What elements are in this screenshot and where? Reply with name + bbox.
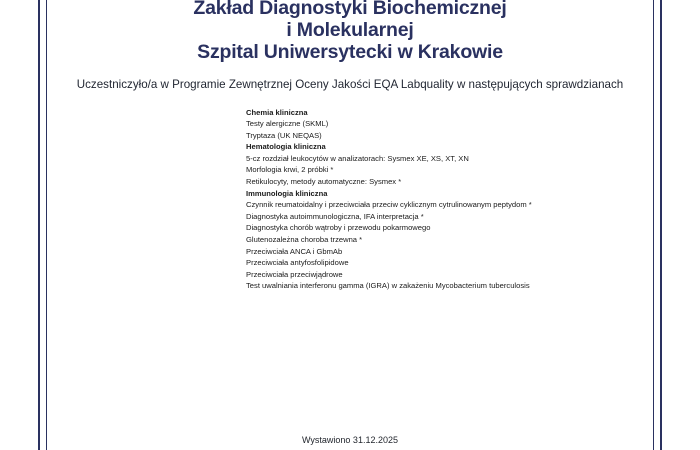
- test-section-heading: Chemia kliniczna: [246, 107, 308, 117]
- participation-statement: Uczestniczyło/a w Programie Zewnętrznej Oceny Jakości EQA Labquality w następujących sprawdzianach: [76, 78, 624, 91]
- test-list-item: 5-cz rozdział leukocytów w analizatorach: Sysmex XE, XS, XT, XN: [246, 153, 469, 163]
- organization-heading: [56, 0, 644, 63]
- test-list-item: Przeciwciała antyfosfolipidowe: [246, 258, 349, 268]
- certificate-content: [56, 0, 644, 450]
- test-list-item: Diagnostyka autoimmunologiczna, IFA interpretacja *: [246, 211, 424, 221]
- test-list-item: Morfologia krwi, 2 próbki *: [246, 165, 334, 175]
- frame-border-right-outer: [660, 0, 662, 450]
- organization-name-line-2: i Molekularnej: [286, 19, 414, 41]
- test-list-item: Retikulocyty, metody automatyczne: Sysmex *: [246, 177, 402, 187]
- test-list-item: Diagnostyka chorób wątroby i przewodu pokarmowego: [246, 223, 431, 233]
- frame-border-left-outer: [38, 0, 40, 450]
- test-list-item: Tryptaza (UK NEQAS): [246, 130, 322, 140]
- frame-border-left-inner: [46, 0, 47, 450]
- test-list: [56, 107, 644, 293]
- test-section-heading: Hematologia kliniczna: [246, 142, 326, 152]
- test-list-item: Przeciwciała przeciwjądrowe: [246, 269, 343, 279]
- test-list-item: Czynnik reumatoidalny i przeciwciała przeciw cyklicznym cytrulinowanym peptydom *: [246, 200, 532, 210]
- organization-name-line-3: Szpital Uniwersytecki w Krakowie: [197, 41, 503, 63]
- test-list-item: Glutenozależna choroba trzewna *: [246, 235, 363, 245]
- frame-border-right-inner: [653, 0, 654, 450]
- test-list-item: Testy alergiczne (SKML): [246, 119, 329, 129]
- test-list-item: Przeciwciała ANCA i GbmAb: [246, 246, 343, 256]
- test-list-item: Test uwalniania interferonu gamma (IGRA) w zakażeniu Mycobacterium tuberculosis: [246, 281, 530, 291]
- test-section-heading: Immunologia kliniczna: [246, 188, 328, 198]
- organization-name-line-1: Zakład Diagnostyki Biochemicznej: [193, 0, 507, 19]
- issue-date: Wystawiono 31.12.2025: [302, 435, 398, 445]
